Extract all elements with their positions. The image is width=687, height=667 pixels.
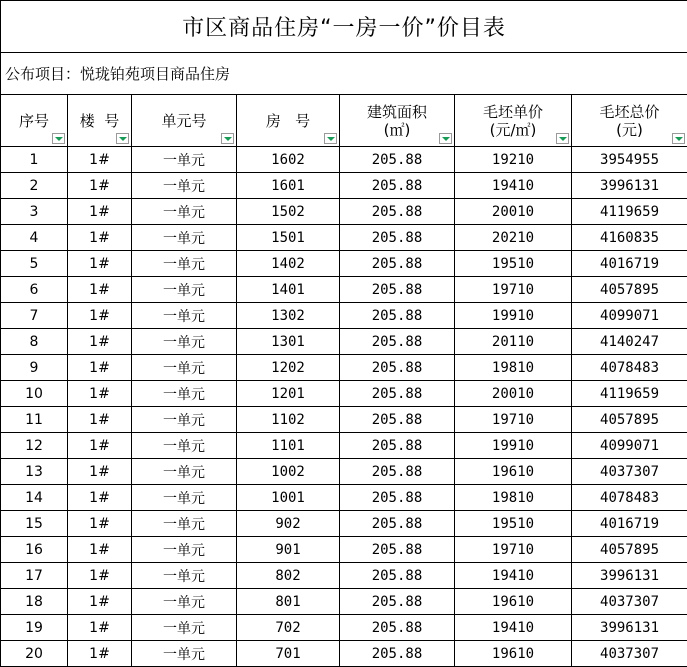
cell-unit-price[interactable]: 19910	[455, 303, 572, 329]
table-row	[1, 511, 687, 537]
filter-dropdown-icon[interactable]	[221, 133, 234, 144]
cell-unit-price[interactable]: 20210	[455, 225, 572, 251]
cell-building[interactable]: 1#	[68, 199, 132, 225]
filter-dropdown-icon[interactable]	[672, 133, 685, 144]
cell-seq[interactable]: 16	[1, 537, 68, 563]
table-row	[1, 615, 687, 641]
cell-unit-price[interactable]: 20010	[455, 199, 572, 225]
cell-area[interactable]: 205.88	[340, 537, 455, 563]
cell-seq[interactable]: 8	[1, 329, 68, 355]
cell-room[interactable]: 1301	[237, 329, 340, 355]
cell-total-price[interactable]: 4119659	[572, 199, 687, 225]
header-building-label: 楼 号	[79, 111, 120, 130]
cell-area[interactable]: 205.88	[340, 641, 455, 667]
header-area-unit: (㎡)	[383, 120, 411, 139]
header-unit-price-unit: (元/㎡)	[489, 120, 537, 139]
cell-area[interactable]: 205.88	[340, 147, 455, 173]
header-unit-price[interactable]	[455, 95, 572, 147]
cell-room[interactable]: 801	[237, 589, 340, 615]
cell-area[interactable]: 205.88	[340, 277, 455, 303]
cell-total-price[interactable]: 3954955	[572, 147, 687, 173]
cell-unit[interactable]: 一单元	[132, 147, 237, 173]
cell-area[interactable]: 205.88	[340, 303, 455, 329]
table-row	[1, 277, 687, 303]
cell-building[interactable]: 1#	[68, 381, 132, 407]
cell-area[interactable]: 205.88	[340, 589, 455, 615]
cell-seq[interactable]: 14	[1, 485, 68, 511]
cell-unit[interactable]: 一单元	[132, 277, 237, 303]
table-row	[1, 433, 687, 459]
project-name[interactable]: 公布项目：悦珑铂苑项目商品住房	[1, 53, 687, 95]
cell-unit-price[interactable]: 19410	[455, 563, 572, 589]
cell-unit-price[interactable]: 19910	[455, 433, 572, 459]
cell-building[interactable]: 1#	[68, 459, 132, 485]
header-area[interactable]	[340, 95, 455, 147]
cell-area[interactable]: 205.88	[340, 225, 455, 251]
cell-area[interactable]: 205.88	[340, 563, 455, 589]
cell-area[interactable]: 205.88	[340, 459, 455, 485]
cell-seq[interactable]: 13	[1, 459, 68, 485]
header-total-price-label: 毛坯总价	[599, 102, 660, 121]
table-row	[1, 173, 687, 199]
cell-building[interactable]: 1#	[68, 563, 132, 589]
cell-unit-price[interactable]: 19410	[455, 615, 572, 641]
cell-total-price[interactable]: 4078483	[572, 355, 687, 381]
cell-building[interactable]: 1#	[68, 355, 132, 381]
table-row	[1, 407, 687, 433]
cell-area[interactable]: 205.88	[340, 251, 455, 277]
filter-dropdown-icon[interactable]	[116, 133, 129, 144]
cell-total-price[interactable]: 4016719	[572, 511, 687, 537]
cell-seq[interactable]: 15	[1, 511, 68, 537]
cell-room[interactable]: 701	[237, 641, 340, 667]
table-row	[1, 459, 687, 485]
cell-building[interactable]: 1#	[68, 511, 132, 537]
cell-seq[interactable]: 5	[1, 251, 68, 277]
cell-total-price[interactable]: 4057895	[572, 537, 687, 563]
header-unit-label: 单元号	[161, 111, 207, 130]
cell-unit-price[interactable]: 19710	[455, 277, 572, 303]
cell-unit[interactable]: 一单元	[132, 485, 237, 511]
cell-unit[interactable]: 一单元	[132, 381, 237, 407]
cell-seq[interactable]: 4	[1, 225, 68, 251]
table-row	[1, 355, 687, 381]
cell-room[interactable]: 1302	[237, 303, 340, 329]
cell-unit[interactable]: 一单元	[132, 563, 237, 589]
header-seq[interactable]	[1, 95, 68, 147]
cell-building[interactable]: 1#	[68, 407, 132, 433]
table-row	[1, 641, 687, 667]
table-row	[1, 303, 687, 329]
cell-unit[interactable]: 一单元	[132, 433, 237, 459]
cell-unit[interactable]: 一单元	[132, 537, 237, 563]
cell-unit[interactable]: 一单元	[132, 511, 237, 537]
cell-unit-price[interactable]: 19810	[455, 355, 572, 381]
header-area-label: 建筑面积	[366, 102, 427, 121]
cell-seq[interactable]: 19	[1, 615, 68, 641]
sheet-title[interactable]: 市区商品住房“一房一价”价目表	[1, 1, 687, 53]
cell-room[interactable]: 1101	[237, 433, 340, 459]
table-row	[1, 329, 687, 355]
cell-room[interactable]: 1401	[237, 277, 340, 303]
cell-area[interactable]: 205.88	[340, 615, 455, 641]
cell-total-price[interactable]: 4037307	[572, 641, 687, 667]
cell-room[interactable]: 1202	[237, 355, 340, 381]
cell-area[interactable]: 205.88	[340, 511, 455, 537]
cell-total-price[interactable]: 4037307	[572, 589, 687, 615]
cell-unit-price[interactable]: 19710	[455, 537, 572, 563]
cell-area[interactable]: 205.88	[340, 173, 455, 199]
cell-unit-price[interactable]: 19210	[455, 147, 572, 173]
header-building[interactable]	[68, 95, 132, 147]
cell-total-price[interactable]: 4160835	[572, 225, 687, 251]
table-row	[1, 537, 687, 563]
cell-unit-price[interactable]: 19610	[455, 641, 572, 667]
cell-building[interactable]: 1#	[68, 589, 132, 615]
cell-unit[interactable]: 一单元	[132, 225, 237, 251]
table-row	[1, 251, 687, 277]
cell-unit-price[interactable]: 19810	[455, 485, 572, 511]
cell-total-price[interactable]: 4119659	[572, 381, 687, 407]
cell-seq[interactable]: 7	[1, 303, 68, 329]
cell-building[interactable]: 1#	[68, 173, 132, 199]
cell-building[interactable]: 1#	[68, 225, 132, 251]
cell-area[interactable]: 205.88	[340, 329, 455, 355]
header-room[interactable]	[237, 95, 340, 147]
cell-seq[interactable]: 2	[1, 173, 68, 199]
table-row	[1, 147, 687, 173]
cell-room[interactable]: 1501	[237, 225, 340, 251]
cell-seq[interactable]: 11	[1, 407, 68, 433]
cell-unit[interactable]: 一单元	[132, 459, 237, 485]
cell-unit-price[interactable]: 20010	[455, 381, 572, 407]
cell-seq[interactable]: 20	[1, 641, 68, 667]
cell-area[interactable]: 205.88	[340, 485, 455, 511]
header-seq-label: 序号	[18, 111, 49, 130]
filter-dropdown-icon[interactable]	[439, 133, 452, 144]
cell-building[interactable]: 1#	[68, 485, 132, 511]
cell-unit-price[interactable]: 19510	[455, 251, 572, 277]
cell-room[interactable]: 1001	[237, 485, 340, 511]
cell-building[interactable]: 1#	[68, 433, 132, 459]
cell-area[interactable]: 205.88	[340, 407, 455, 433]
cell-unit[interactable]: 一单元	[132, 355, 237, 381]
cell-total-price[interactable]: 4078483	[572, 485, 687, 511]
cell-seq[interactable]: 10	[1, 381, 68, 407]
cell-unit[interactable]: 一单元	[132, 303, 237, 329]
cell-room[interactable]: 1201	[237, 381, 340, 407]
cell-unit[interactable]: 一单元	[132, 329, 237, 355]
cell-building[interactable]: 1#	[68, 615, 132, 641]
header-unit[interactable]	[132, 95, 237, 147]
table-row	[1, 563, 687, 589]
header-total-price[interactable]	[572, 95, 687, 147]
cell-area[interactable]: 205.88	[340, 199, 455, 225]
cell-unit-price[interactable]: 19710	[455, 407, 572, 433]
cell-room[interactable]: 802	[237, 563, 340, 589]
cell-unit[interactable]: 一单元	[132, 641, 237, 667]
header-total-price-unit: (元)	[616, 120, 643, 139]
cell-unit[interactable]: 一单元	[132, 199, 237, 225]
cell-room[interactable]: 1601	[237, 173, 340, 199]
cell-total-price[interactable]: 4099071	[572, 433, 687, 459]
table-row	[1, 589, 687, 615]
cell-total-price[interactable]: 3996131	[572, 563, 687, 589]
cell-building[interactable]: 1#	[68, 147, 132, 173]
cell-room[interactable]: 902	[237, 511, 340, 537]
cell-seq[interactable]: 9	[1, 355, 68, 381]
cell-unit-price[interactable]: 20110	[455, 329, 572, 355]
cell-total-price[interactable]: 4016719	[572, 251, 687, 277]
cell-area[interactable]: 205.88	[340, 381, 455, 407]
cell-unit[interactable]: 一单元	[132, 589, 237, 615]
cell-seq[interactable]: 18	[1, 589, 68, 615]
cell-total-price[interactable]: 4140247	[572, 329, 687, 355]
cell-unit[interactable]: 一单元	[132, 173, 237, 199]
cell-unit[interactable]: 一单元	[132, 615, 237, 641]
header-unit-price-label: 毛坯单价	[482, 102, 543, 121]
cell-seq[interactable]: 17	[1, 563, 68, 589]
cell-total-price[interactable]: 4099071	[572, 303, 687, 329]
filter-dropdown-icon[interactable]	[324, 133, 337, 144]
filter-dropdown-icon[interactable]	[556, 133, 569, 144]
cell-room[interactable]: 1502	[237, 199, 340, 225]
cell-total-price[interactable]: 3996131	[572, 173, 687, 199]
cell-unit[interactable]: 一单元	[132, 407, 237, 433]
cell-room[interactable]: 1002	[237, 459, 340, 485]
table-row	[1, 485, 687, 511]
cell-unit-price[interactable]: 19410	[455, 173, 572, 199]
cell-room[interactable]: 1102	[237, 407, 340, 433]
cell-building[interactable]: 1#	[68, 641, 132, 667]
cell-seq[interactable]: 3	[1, 199, 68, 225]
cell-room[interactable]: 1602	[237, 147, 340, 173]
header-row	[1, 95, 687, 147]
cell-total-price[interactable]: 4037307	[572, 459, 687, 485]
filter-dropdown-icon[interactable]	[52, 133, 65, 144]
cell-seq[interactable]: 6	[1, 277, 68, 303]
cell-building[interactable]: 1#	[68, 251, 132, 277]
cell-area[interactable]: 205.88	[340, 433, 455, 459]
cell-seq[interactable]: 12	[1, 433, 68, 459]
cell-room[interactable]: 702	[237, 615, 340, 641]
cell-total-price[interactable]: 4057895	[572, 407, 687, 433]
cell-area[interactable]: 205.88	[340, 355, 455, 381]
cell-building[interactable]: 1#	[68, 537, 132, 563]
cell-seq[interactable]: 1	[1, 147, 68, 173]
cell-building[interactable]: 1#	[68, 329, 132, 355]
cell-room[interactable]: 1402	[237, 251, 340, 277]
table-row	[1, 225, 687, 251]
cell-unit-price[interactable]: 19610	[455, 589, 572, 615]
cell-unit-price[interactable]: 19510	[455, 511, 572, 537]
cell-unit[interactable]: 一单元	[132, 251, 237, 277]
cell-unit-price[interactable]: 19610	[455, 459, 572, 485]
cell-room[interactable]: 901	[237, 537, 340, 563]
cell-building[interactable]: 1#	[68, 277, 132, 303]
table-row	[1, 199, 687, 225]
cell-total-price[interactable]: 3996131	[572, 615, 687, 641]
cell-building[interactable]: 1#	[68, 303, 132, 329]
cell-total-price[interactable]: 4057895	[572, 277, 687, 303]
table-row	[1, 381, 687, 407]
header-room-label: 房 号	[265, 111, 311, 130]
